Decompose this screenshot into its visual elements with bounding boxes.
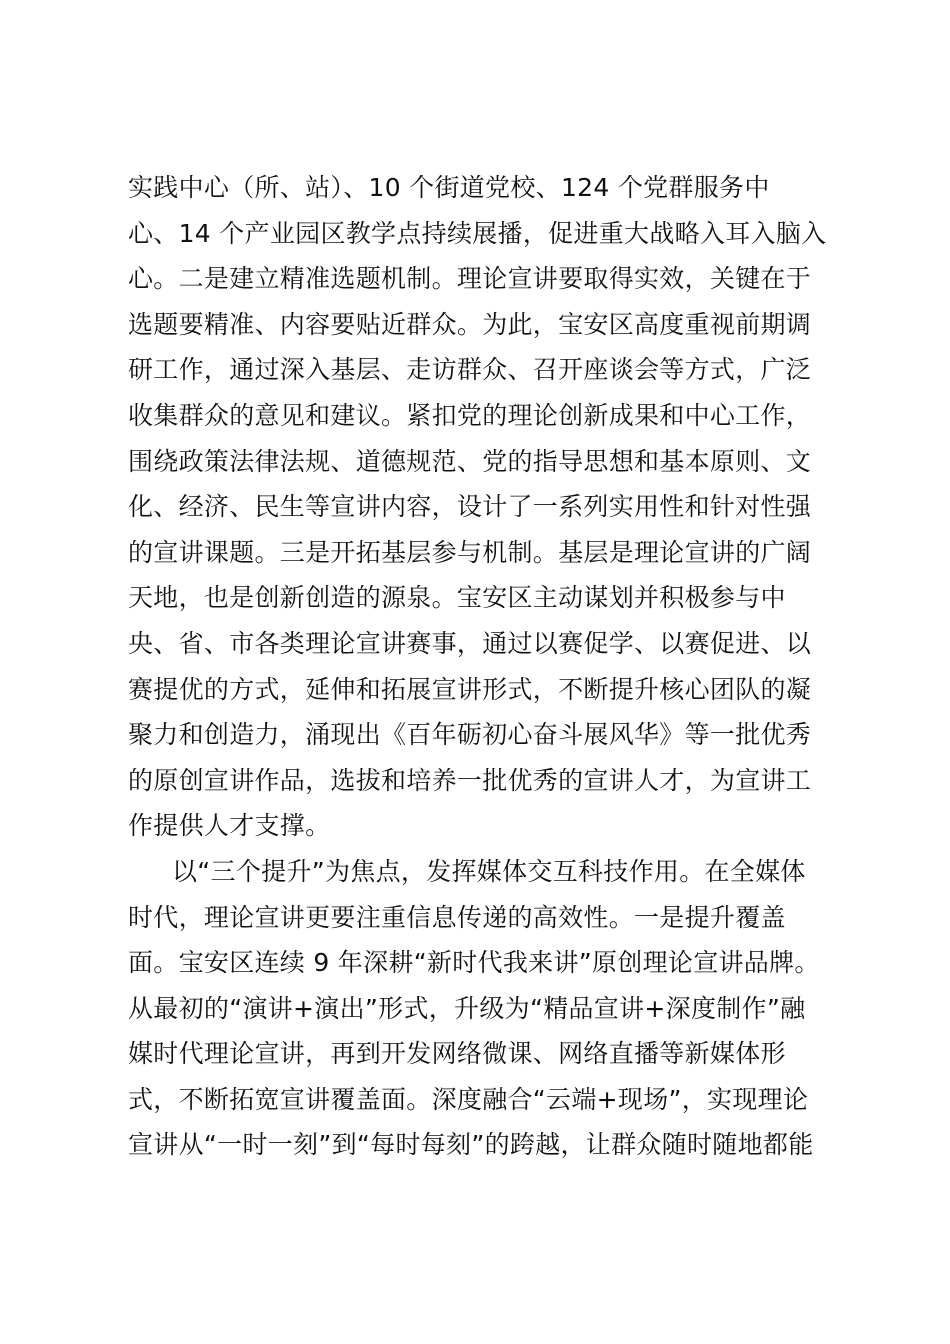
paragraph-line: 围绕政策法律法规、道德规范、党的指导思想和基本原则、文: [128, 446, 812, 476]
paragraph-line: 媒时代理论宣讲，再到开发网络微课、网络直播等新媒体形: [128, 1039, 786, 1069]
paragraph-line: 式，不断拓宽宣讲覆盖面。深度融合“云端+现场”，实现理论: [128, 1084, 809, 1114]
paragraph-line: 天地，也是创新创造的源泉。宝安区主动谋划并积极参与中: [128, 583, 786, 613]
paragraph-line: 收集群众的意见和建议。紧扣党的理论创新成果和中心工作，: [128, 400, 812, 430]
paragraph-line: 赛提优的方式，延伸和拓展宣讲形式，不断提升核心团队的凝: [128, 674, 812, 704]
paragraph-line: 化、经济、民生等宣讲内容，设计了一系列实用性和针对性强: [128, 492, 812, 522]
paragraph-line: 心、14 个产业园区教学点持续展播，促进重大战略入耳入脑入: [128, 218, 827, 248]
paragraph-line: 从最初的“演讲+演出”形式，升级为“精品宣讲+深度制作”融: [128, 993, 806, 1023]
paragraph-line: 心。二是建立精准选题机制。理论宣讲要取得实效，关键在于: [128, 264, 812, 294]
paragraph-first-line: 以“三个提升”为焦点，发挥媒体交互科技作用。在全媒体: [172, 856, 806, 886]
paragraph-line: 时代，理论宣讲更要注重信息传递的高效性。一是提升覆盖: [128, 902, 786, 932]
body-text: [128, 165, 828, 1168]
paragraph-line: 聚力和创造力，涌现出《百年砺初心奋斗展风华》等一批优秀: [128, 720, 812, 750]
paragraph-line: 央、省、市各类理论宣讲赛事，通过以赛促学、以赛促进、以: [128, 628, 812, 658]
paragraph-line: 面。宝安区连续 9 年深耕“新时代我来讲”原创理论宣讲品牌。: [128, 948, 820, 978]
paragraph-line: 实践中心（所、站）、10 个街道党校、124 个党群服务中: [128, 173, 770, 202]
paragraph-line: 作提供人才支撑。: [128, 811, 331, 841]
paragraph-line: 宣讲从“一时一刻”到“每时每刻”的跨越，让群众随时随地都能: [128, 1130, 814, 1160]
paragraph-line: 研工作，通过深入基层、走访群众、召开座谈会等方式，广泛: [128, 355, 812, 385]
paragraph-1: [128, 165, 828, 849]
paragraph-line: 的宣讲课题。三是开拓基层参与机制。基层是理论宣讲的广阔: [128, 537, 812, 567]
paragraph-line: 选题要精准、内容要贴近群众。为此，宝安区高度重视前期调: [128, 309, 812, 339]
paragraph-2: [128, 849, 828, 1168]
paragraph-line: 的原创宣讲作品，选拔和培养一批优秀的宣讲人才，为宣讲工: [128, 765, 812, 795]
